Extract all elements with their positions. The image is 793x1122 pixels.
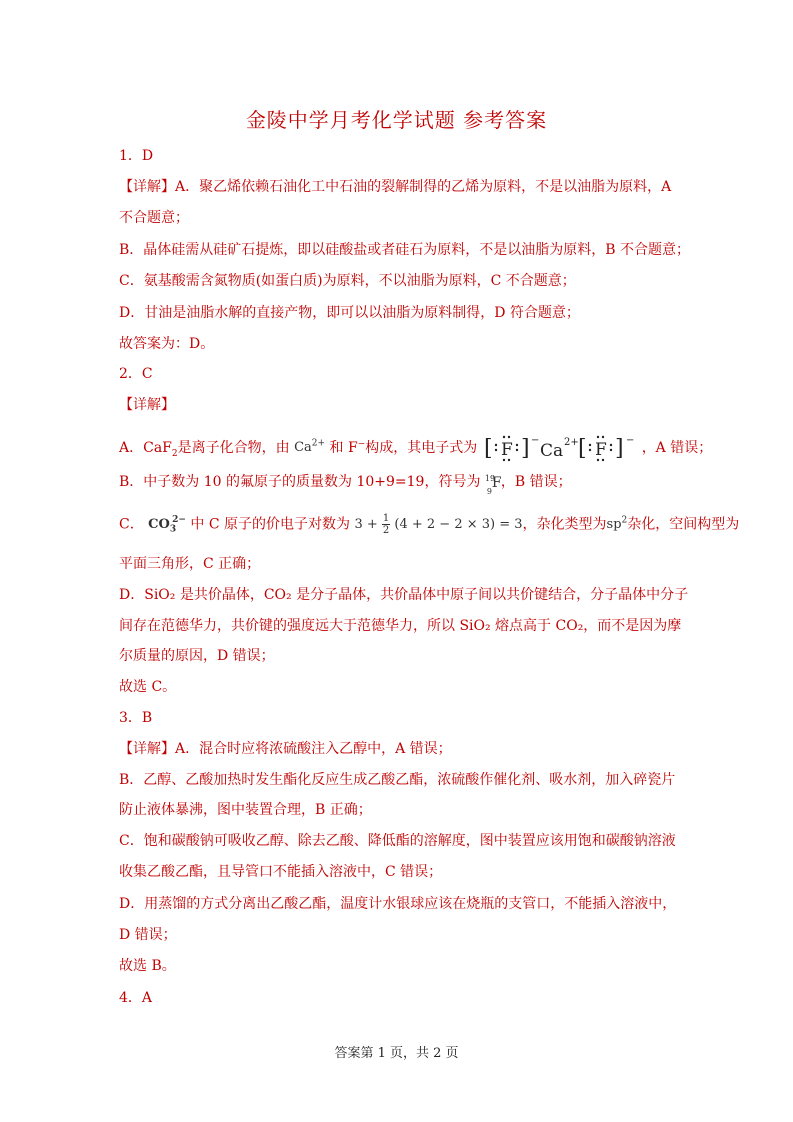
q3-option-d-2: D 错误；: [119, 927, 177, 943]
q2-tag: 【详解】: [119, 397, 175, 413]
q2-option-d-1: D．SiO₂ 是共价晶体，CO₂ 是分子晶体，共价晶体中原子间以共价键结合，分子晶体中分子: [119, 587, 689, 603]
q1-option-b: B．晶体硅需从硅矿石提炼，即以硅酸盐或者硅石为原料，不是以油脂为原料，B 不合题意；: [119, 242, 691, 258]
fluorine-isotope: 19 9 F: [484, 474, 502, 496]
right-bracket-2: ]: [614, 436, 624, 461]
minus-2: −: [625, 435, 635, 446]
q3-number: 3．B: [119, 710, 153, 726]
q1-option-a: [119, 177, 671, 197]
calcium-charge: 2+: [563, 437, 579, 448]
q2-option-c: C． $CO_3^{2-}$ 中 C 原子的价电子对数为 3 + $\frac{1}{2}$ (4 + 2 − 2 × 3) = 3，杂化类型为$sp^2$杂化，空间构型为: [119, 513, 740, 536]
q2-number: 2．C: [119, 366, 153, 382]
q3-option-c-2: 收集乙酸乙酯，且导管口不能插入溶液中，C 错误；: [119, 864, 443, 880]
q1-a-text: A．聚乙烯依赖石油化工中石油的裂解制得的乙烯为原料，不是以油脂为原料，A: [175, 179, 672, 195]
right-bracket-1: ]: [520, 436, 530, 461]
sp2-hybrid: $sp^2$: [606, 515, 628, 532]
q3-option-d-1: D．用蒸馏的方式分离出乙酸乙酯，温度计水银球应该在烧瓶的支管口，不能插入溶液中，: [119, 896, 677, 912]
q2-option-a: A．CaF$_2$是离子化合物，由 $Ca^{2+}$ 和 F−构成，其电子式为 [ F ] − Ca 2+ [ F ] − ，A 错误；: [119, 431, 712, 465]
fluorine-2: F: [594, 440, 607, 460]
left-bracket-2: [: [577, 436, 587, 461]
q3-option-b-1: B．乙醇、乙酸加热时发生酯化反应生成乙酸乙酯，浓硫酸作催化剂、吸水剂，加入碎瓷片: [119, 772, 676, 788]
carbonate-ion: $CO_3^{2-}$: [148, 515, 186, 535]
q1-tag: 【详解】: [119, 179, 175, 195]
q3-answer: 故选 B。: [119, 958, 176, 974]
q2-option-c-cont: 平面三角形，C 正确；: [119, 556, 261, 572]
q2-option-b: B．中子数为 10 的氟原子的质量数为 10+9=19，符号为 19 9 F ，B 错误；: [119, 474, 572, 496]
q2-answer: 故选 C。: [119, 679, 177, 695]
q4-number: 4．A: [119, 990, 153, 1006]
q1-option-d: D．甘油是油脂水解的直接产物，即可以以油脂为原料制得，D 符合题意；: [119, 305, 580, 321]
electron-formula: [482, 431, 642, 465]
q1-answer: 故答案为：D。: [119, 336, 215, 352]
q3-option-b-2: 防止液体暴沸，图中装置合理，B 正确；: [119, 802, 372, 818]
q2-option-d-3: 尔质量的原因，D 错误；: [119, 648, 275, 664]
q3-option-a: 【详解】A．混合时应将浓硫酸注入乙醇中，A 错误；: [119, 741, 452, 757]
q1-option-a-cont: 不合题意；: [119, 210, 189, 226]
q1-number: 1．D: [119, 148, 154, 164]
page-footer: 答案第 1 页，共 2 页: [334, 1046, 459, 1061]
calcium: Ca: [539, 441, 563, 461]
calcium-ion: $Ca^{2+}$: [294, 438, 326, 455]
valence-pair-formula: 3 + $\frac{1}{2}$ (4 + 2 − 2 × 3) = 3: [354, 513, 523, 536]
left-bracket-1: [: [483, 436, 493, 461]
fluorine-1: F: [500, 440, 513, 460]
minus-1: −: [530, 435, 540, 446]
q1-option-c: C．氨基酸需含氮物质(如蛋白质)为原料，不以油脂为原料，C 不合题意；: [119, 273, 576, 289]
page-title: 金陵中学月考化学试题 参考答案: [245, 108, 548, 132]
q2-option-d-2: 间存在范德华力，共价键的强度远大于范德华力，所以 SiO₂ 熔点高于 CO₂，而不是因为摩: [119, 618, 682, 634]
q3-option-c-1: C．饱和碳酸钠可吸收乙醇、除去乙酸、降低酯的溶解度，图中装置应该用饱和碳酸钠溶液: [119, 833, 676, 849]
